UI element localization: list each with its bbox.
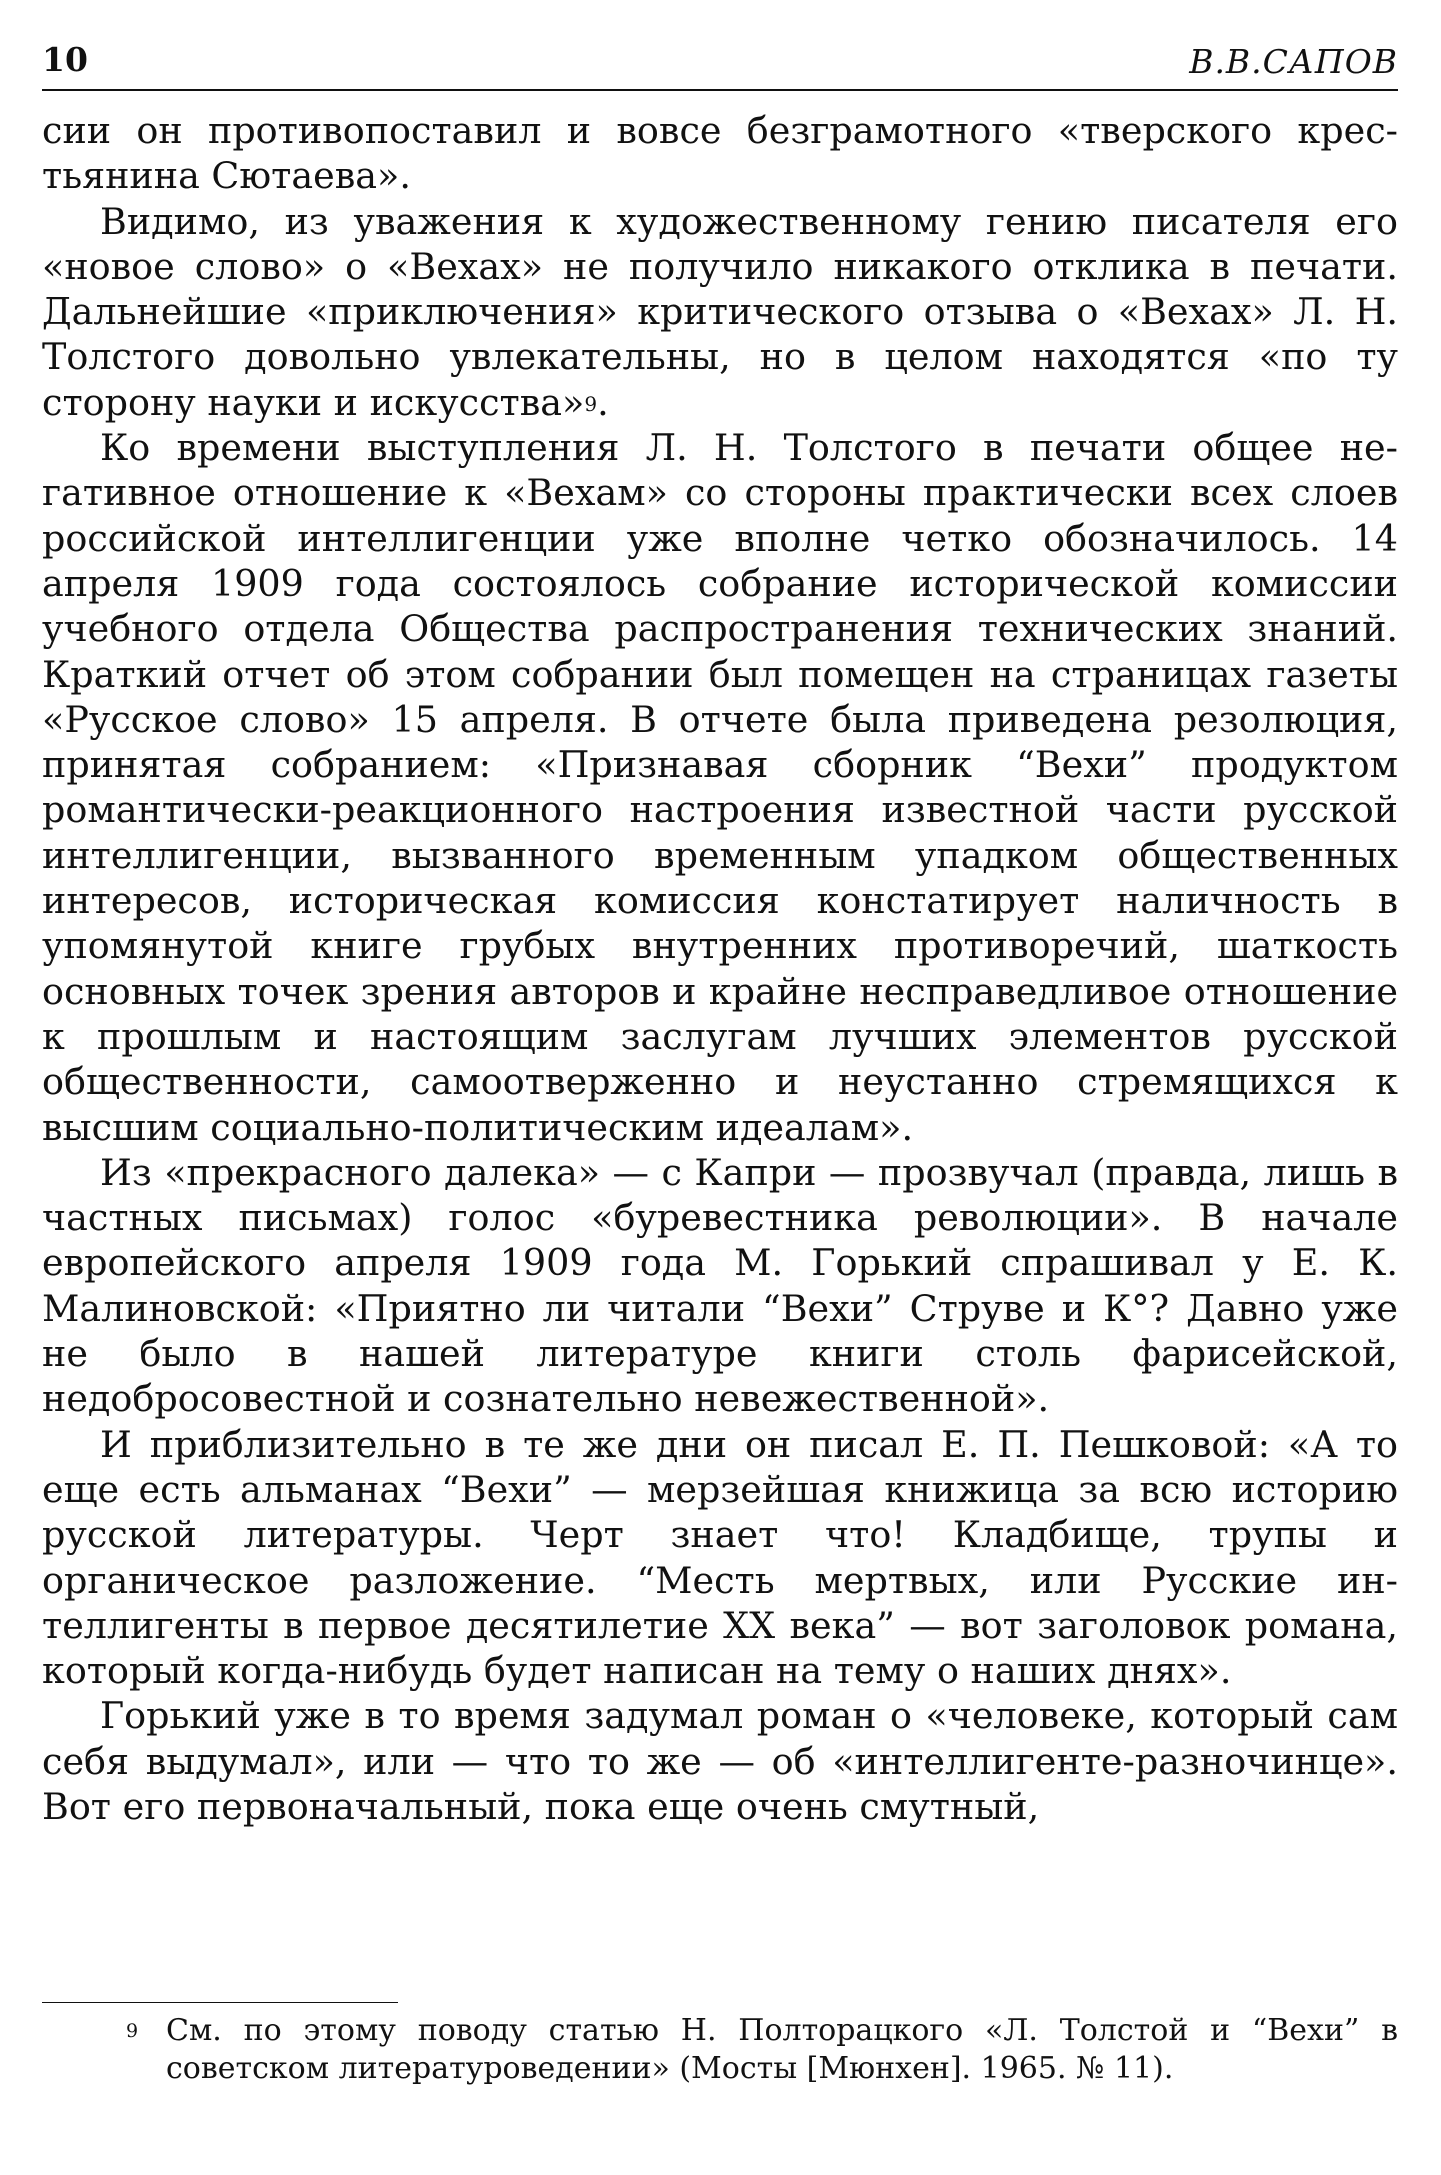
paragraph: Ко времени выступления Л. Н. Толстого в печати общее негативное отношение к «Вехам» со стороны практически всех слоев российской интеллигенции уже вполне четко обозначилось. 14 апреля 1909 года состоялось собрание исторической комиссии учебного отдела Общества распространения технических знаний. Краткий отчет об этом собрании был помещен на страницах газеты «Русское слово» 15 апреля. В отчете была приведена резолюция, принятая собранием: «Признавая сборник “Вехи” продуктом романтически-реакционного настроения известной части русской интеллигенции, вызванного временным упадком общественных интересов, историческая комиссия констатирует наличность в упомянутой книге грубых внутренних противоречий, шаткость основных точек зрения авторов и крайне несправедливое отношение к прошлым и настоящим заслугам лучших элементов русской общественности, самоотверженно и неустанно стремящихся к высшим социально-политическим идеалам». <box>42 426 1398 1149</box>
footnote-mark: 9 <box>126 2020 139 2042</box>
paragraph-text-end: . <box>597 380 609 424</box>
footnote-text: См. по этому поводу статью Н. Полторацкого «Л. Толстой и “Вехи” в советском литературоведении» (Мосты [Мюнхен]. 1965. № 11). <box>166 2013 1398 2086</box>
footnote <box>42 2012 1398 2088</box>
running-head-author: В.В.САПОВ <box>1189 42 1398 81</box>
paragraph: И приблизительно в те же дни он писал Е. П. Пешковой: «А то еще есть альманах “Вехи” — мерзейшая книжица за всю историю русской литературы. Черт знает что! Кладбище, трупы и органическое разложение. “Месть мертвых, или Русские интеллигенты в первое десятилетие XX века” — вот заголовок романа, который когда-нибудь будет написан на тему о наших днях». <box>42 1422 1398 1693</box>
body-text <box>42 108 1398 1829</box>
footnote-rule <box>42 2002 398 2003</box>
header-rule <box>42 89 1398 91</box>
paragraph: Из «прекрасного далека» — с Капри — прозвучал (правда, лишь в частных письмах) голос «буревестника революции». В начале европейского апреля 1909 года М. Горький спрашивал у Е. К. Малиновской: «Приятно ли читали “Вехи” Струве и К°? Давно уже не было в нашей литературе книги столь фарисейской, недобросовестной и сознательно невежественной». <box>42 1150 1398 1421</box>
book-page <box>42 40 1398 2086</box>
footnote-reference[interactable]: 9 <box>584 391 598 416</box>
paragraph: сии он противопоставил и вовсе безграмотного «тверского крестьянина Сютаева». <box>42 109 1398 198</box>
paragraph: Горький уже в то время задумал роман о «человеке, который сам себя выдумал», или — что то же — об «интеллигенте-разночинце». Вот его первоначальный, пока еще очень смутный, <box>42 1694 1398 1828</box>
paragraph <box>42 199 1398 425</box>
page-number: 10 <box>42 40 88 79</box>
paragraph-text: Видимо, из уважения к художественному гению писателя его «новое слово» о «Вехах» не получило никакого отклика в печати. Дальнейшие «приключения» критического отзыва о «Вехах» Л. Н. Толстого довольно увлекательны, но в целом находятся «по ту сторону науки и искусства» <box>42 199 1398 424</box>
running-head <box>42 40 1398 90</box>
